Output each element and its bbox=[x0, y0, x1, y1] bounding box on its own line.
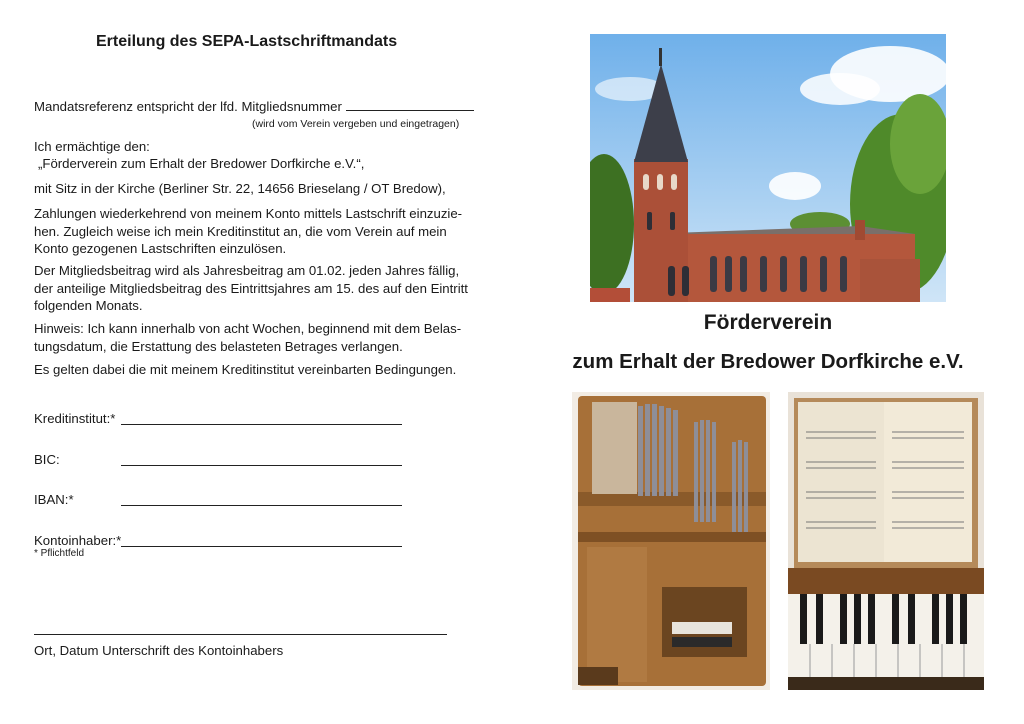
bank-field[interactable] bbox=[121, 424, 402, 425]
mandate-reference-line bbox=[34, 98, 474, 116]
bic-label: BIC: bbox=[34, 452, 60, 467]
notice-paragraph: Hinweis: Ich kann innerhalb von acht Wochen, beginnend mit dem Belas-tungsdatum, die Erstattung des belasteten Betrages verlangen. bbox=[34, 321, 462, 354]
mandate-number-field[interactable] bbox=[346, 98, 474, 111]
mandate-reference-label: Mandatsreferenz entspricht der lfd. Mitgliedsnummer bbox=[34, 99, 342, 114]
signature-field[interactable] bbox=[34, 634, 447, 635]
iban-label: IBAN:* bbox=[34, 492, 74, 507]
required-note: * Pflichtfeld bbox=[34, 548, 85, 559]
church-photo bbox=[590, 34, 946, 302]
payments-paragraph: Zahlungen wiederkehrend von meinem Konto mittels Lastschrift einzuzie-hen. Zugleich weise ich mein Kreditinstitut an, die vom Verein auf mein Konto gezogenen Lastschriften einzulösen. bbox=[34, 206, 463, 256]
organ-photo bbox=[572, 392, 770, 690]
form-title: Erteilung des SEPA-Lastschriftmandats bbox=[96, 33, 398, 50]
authorize-intro: Ich ermächtige den: bbox=[34, 139, 150, 154]
holder-label: Kontoinhaber:* bbox=[34, 533, 122, 548]
conditions-paragraph: Es gelten dabei die mit meinem Kreditinstitut vereinbarten Bedingungen. bbox=[34, 362, 457, 377]
hymnbook-photo bbox=[788, 392, 984, 690]
signature-caption: Ort, Datum Unterschrift des Kontoinhabers bbox=[34, 643, 284, 658]
holder-field[interactable] bbox=[121, 546, 402, 547]
club-heading-line1: Förderverein bbox=[703, 311, 833, 334]
club-seat: mit Sitz in der Kirche (Berliner Str. 22, 14656 Brieselang / OT Bredow), bbox=[34, 181, 446, 196]
bank-label: Kreditinstitut:* bbox=[34, 411, 116, 426]
fee-paragraph: Der Mitgliedsbeitrag wird als Jahresbeitrag am 01.02. jeden Jahres fällig, der anteilige Mitgliedsbeitrag des Eintrittsjahres am 15. des auf den Eintritt folgenden Monats. bbox=[34, 263, 468, 313]
iban-field[interactable] bbox=[121, 505, 402, 506]
club-name: „Förderverein zum Erhalt der Bredower Dorfkirche e.V.“, bbox=[38, 156, 365, 171]
bic-field[interactable] bbox=[121, 465, 402, 466]
club-heading-line2: zum Erhalt der Bredower Dorfkirche e.V. bbox=[572, 350, 964, 373]
mandate-note: (wird vom Verein vergeben und eingetragen) bbox=[252, 118, 460, 130]
